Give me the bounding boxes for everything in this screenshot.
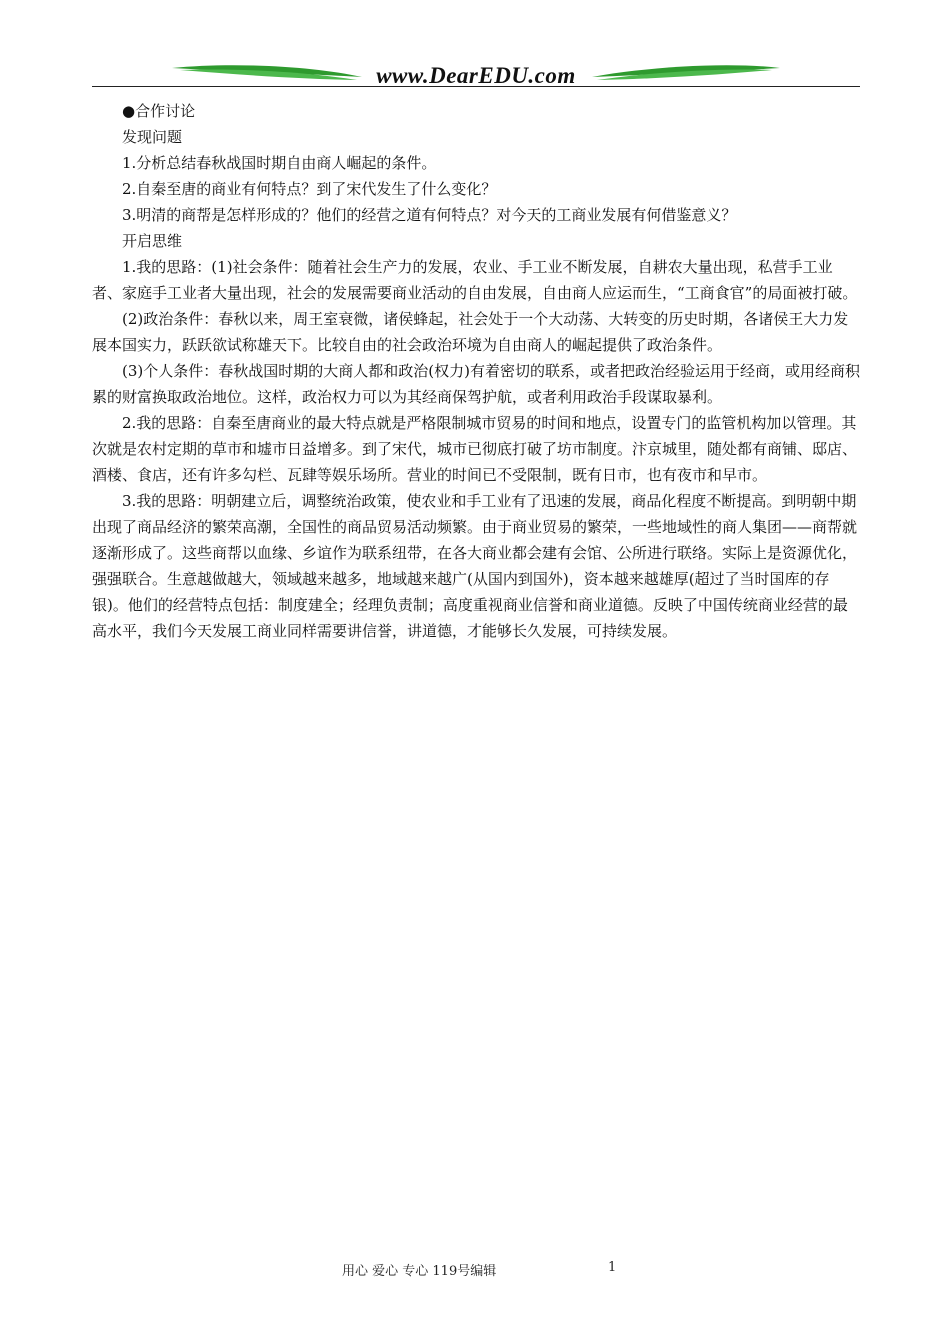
- header-rule: [92, 86, 860, 87]
- question-item: 2.自秦至唐的商业有何特点？到了宋代发生了什么变化？: [122, 180, 497, 198]
- answer-paragraph: 3.我的思路：明朝建立后，调整统治政策，使农业和手工业有了迅速的发展，商品化程度不断提高。到明朝中期出现了商品经济的繁荣高潮，全国性的商品贸易活动频繁。由于商业贸易的繁荣，一些地域性的商人集团——商帮就逐渐形成了。这些商帮以血缘、乡谊作为联系纽带，在各大商业都会建有会馆、公所进行联络。实际上是资源优化，强强联合。生意越做越大，领域越来越多，地域越来越广(从国内到国外)，资本越来越雄厚(超过了当时国库的存银)。他们的经营特点包括：制度建全；经理负责制；高度重视商业信誉和商业道德。反映了中国传统商业经营的最高水平，我们今天发展工商业同样需要讲信誉，讲道德，才能够长久发展，可持续发展。: [92, 492, 858, 640]
- question-item: 3.明清的商帮是怎样形成的？他们的经营之道有何特点？对今天的工商业发展有何借鉴意义？: [122, 206, 737, 224]
- document-body: [92, 98, 862, 644]
- logo-text: www.DearEDU.com: [376, 63, 576, 88]
- page-number: 1: [608, 1260, 617, 1275]
- answer-paragraph: 1.我的思路：(1)社会条件：随着社会生产力的发展，农业、手工业不断发展，自耕农大量出现，私营手工业者、家庭手工业者大量出现，社会的发展需要商业活动的自由发展，自由商人应运而生，“工商食官”的局面被打破。: [92, 258, 858, 302]
- answer-paragraph: (2)政治条件：春秋以来，周王室衰微，诸侯蜂起，社会处于一个大动荡、大转变的历史时期，各诸侯王大力发展本国实力，跃跃欲试称雄天下。比较自由的社会政治环境为自由商人的崛起提供了政治条件。: [92, 310, 849, 354]
- footer-text: 用心 爱心 专心 119号编辑: [342, 1264, 497, 1279]
- answer-paragraph: 2.我的思路：自秦至唐商业的最大特点就是严格限制城市贸易的时间和地点，设置专门的监管机构加以管理。其次就是农村定期的草市和墟市日益增多。到了宋代，城市已彻底打破了坊市制度。汴京城里，随处都有商铺、邸店、酒楼、食店，还有许多勾栏、瓦肆等娱乐场所。营业的时间已不受限制，既有日市，也有夜市和早市。: [92, 414, 858, 484]
- section-heading: ●合作讨论: [122, 102, 196, 120]
- question-item: 1.分析总结春秋战国时期自由商人崛起的条件。: [122, 154, 437, 172]
- subheading: 开启思维: [122, 232, 183, 250]
- answer-paragraph: (3)个人条件：春秋战国时期的大商人都和政治(权力)有着密切的联系，或者把政治经验运用于经商，或用经商积累的财富换取政治地位。这样，政治权力可以为其经商保驾护航，或者利用政治手段谋取暴利。: [92, 362, 860, 406]
- subheading: 发现问题: [122, 128, 183, 146]
